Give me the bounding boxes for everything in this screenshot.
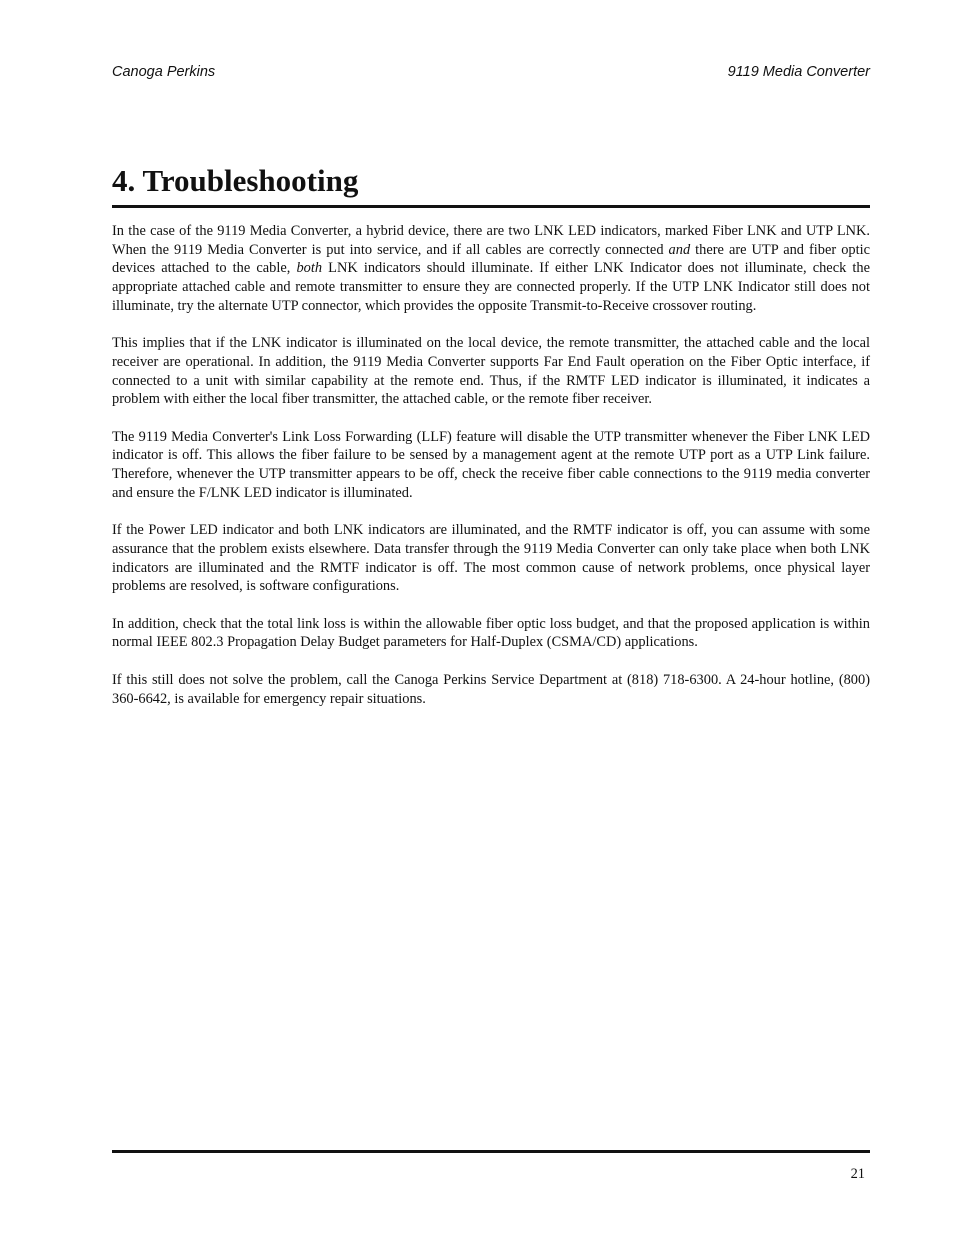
- paragraph: In addition, check that the total link loss is within the allowable fiber optic loss budget, and that the proposed application is within normal IEEE 802.3 Propagation Delay Budget parameters for Half-Duplex (CSMA/CD) applications.: [112, 615, 870, 651]
- running-header-product: 9119 Media Converter: [727, 64, 870, 80]
- running-header-company: Canoga Perkins: [112, 64, 216, 80]
- footer-rule: [112, 1150, 870, 1153]
- chapter-title: 4. Troubleshooting: [112, 163, 359, 198]
- paragraph-text: there are UTP and fiber optic devices attached to the cable,: [112, 241, 870, 277]
- paragraph-text: In the case of the 9119 Media Converter, a hybrid device, there are two LNK LED indicators, marked Fiber LNK and UTP LNK. When the 9119 Media Converter is put into service, and if all cables are correctly connected: [112, 223, 870, 258]
- paragraph: [112, 222, 870, 316]
- emphasis-text: and: [668, 241, 691, 258]
- paragraph: If this still does not solve the problem, call the Canoga Perkins Service Department at (818) 718-6300. A 24-hour hotline, (800) 360-6642, is available for emergency repair situations.: [112, 671, 870, 707]
- page-number: 21: [850, 1166, 865, 1182]
- paragraph-text: LNK indicators should illuminate. If either LNK Indicator does not illuminate, check the appropriate attached cable and remote transmitter to ensure they are connected properly. If the UTP LNK Indicator still does not illuminate, try the alternate UTP connector, which provides the opposite Transmit-to-Receive crossover routing.: [112, 260, 870, 314]
- paragraph: If the Power LED indicator and both LNK indicators are illuminated, and the RMTF indicator is off, you can assume with some assurance that the problem exists elsewhere. Data transfer through the 9119 Media Converter can only take place when both LNK indicators are illuminated and the RMTF indicator is off. The most common cause of network problems, once physical layer problems are resolved, is software configurations.: [112, 522, 870, 595]
- paragraph: The 9119 Media Converter's Link Loss Forwarding (LLF) feature will disable the UTP transmitter whenever the Fiber LNK LED indicator is off. This allows the fiber failure to be sensed by a management agent at the remote UTP port as a UTP Link failure. Therefore, whenever the UTP transmitter appears to be off, check the receive fiber cable connections to the 9119 media converter and ensure the F/LNK LED indicator is illuminated.: [112, 428, 870, 501]
- paragraph: This implies that if the LNK indicator is illuminated on the local device, the remote transmitter, the attached cable and the local receiver are operational. In addition, the 9119 Media Converter supports Far End Fault operation on the Fiber Optic interface, if connected to a unit with similar capability at the remote end. Thus, if the RMTF LED indicator is illuminated, it indicates a problem with either the local fiber transmitter, the attached cable, or the remote fiber receiver.: [112, 335, 870, 408]
- body-text: [112, 222, 870, 727]
- title-rule: [112, 205, 870, 208]
- emphasis-text: both: [296, 260, 323, 277]
